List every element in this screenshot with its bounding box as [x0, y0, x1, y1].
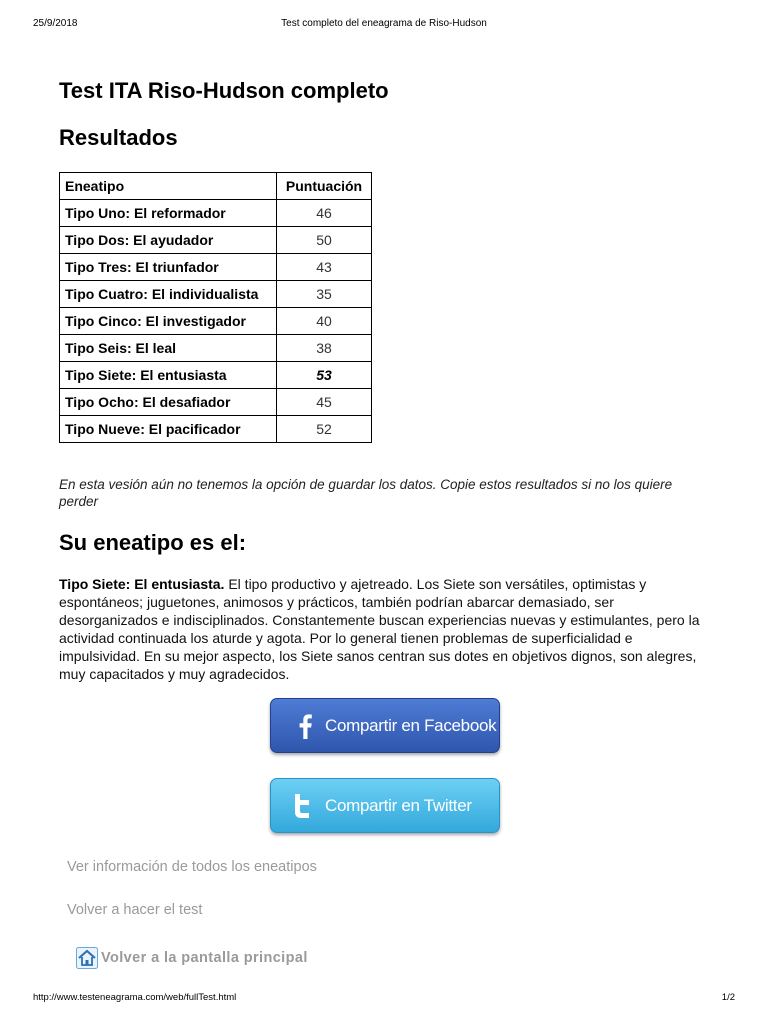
- score-cell: 40: [277, 308, 372, 335]
- all-types-info-link[interactable]: Ver información de todos los eneatipos: [67, 859, 317, 875]
- column-header-eneatipo: Eneatipo: [60, 173, 277, 200]
- home-icon: [76, 947, 98, 969]
- table-row: [60, 281, 372, 308]
- share-twitter-button[interactable]: [270, 778, 500, 833]
- type-cell: Tipo Siete: El entusiasta: [60, 362, 277, 389]
- score-cell: 52: [277, 416, 372, 443]
- table-row: [60, 308, 372, 335]
- share-facebook-label: Compartir en Facebook: [325, 715, 497, 735]
- score-cell: 43: [277, 254, 372, 281]
- type-cell: Tipo Uno: El reformador: [60, 200, 277, 227]
- type-cell: Tipo Dos: El ayudador: [60, 227, 277, 254]
- print-title: Test completo del eneagrama de Riso-Hudson: [281, 18, 487, 29]
- print-footer: [33, 992, 735, 1006]
- score-cell: 46: [277, 200, 372, 227]
- score-cell: 45: [277, 389, 372, 416]
- print-url: http://www.testeneagrama.com/web/fullTest.html: [33, 992, 237, 1003]
- type-cell: Tipo Ocho: El desafiador: [60, 389, 277, 416]
- type-cell: Tipo Cuatro: El individualista: [60, 281, 277, 308]
- home-link-label: Volver a la pantalla principal: [101, 950, 308, 966]
- type-cell: Tipo Nueve: El pacificador: [60, 416, 277, 443]
- type-cell: Tipo Seis: El leal: [60, 335, 277, 362]
- page-title: Test ITA Riso-Hudson completo: [59, 78, 389, 103]
- print-date: 25/9/2018: [33, 18, 78, 29]
- result-description: [59, 575, 709, 683]
- print-page-number: 1/2: [721, 992, 735, 1003]
- top-score-cell: 53: [277, 362, 372, 389]
- score-cell: 50: [277, 227, 372, 254]
- results-heading: Resultados: [59, 125, 178, 150]
- type-cell: Tipo Cinco: El investigador: [60, 308, 277, 335]
- table-row: [60, 389, 372, 416]
- result-type-text: El tipo productivo y ajetreado. Los Siete son versátiles, optimistas y espontáneos; juguetones, animosos y prácticos, también podrían abarcar demasiado, ser desorganizados e indisciplinados. Constantemente buscan experiencias nuevas y estimulantes, pero la actividad continuada los aturde y agota. Por lo general tienen problemas de superficialidad e impulsividad. En su mejor aspecto, los Siete sanos centran sus dotes en objetivos dignos, son alegres, muy capacitados y muy agradecidos.: [59, 576, 700, 682]
- score-cell: 35: [277, 281, 372, 308]
- result-type-title: Tipo Siete: El entusiasta.: [59, 576, 225, 592]
- share-facebook-button[interactable]: [270, 698, 500, 753]
- table-header-row: [60, 173, 372, 200]
- result-heading: Su eneatipo es el:: [59, 530, 247, 555]
- save-warning-note: En esta vesión aún no tenemos la opción de guardar los datos. Copie estos resultados si no los quiere perder: [59, 477, 673, 509]
- table-row: [60, 335, 372, 362]
- table-row: [60, 227, 372, 254]
- home-link[interactable]: [76, 947, 308, 969]
- table-row: [60, 416, 372, 443]
- results-table: [59, 172, 372, 443]
- print-header: [33, 18, 735, 32]
- table-row: [60, 200, 372, 227]
- twitter-icon: [271, 779, 313, 832]
- facebook-icon: [271, 699, 313, 752]
- score-cell: 38: [277, 335, 372, 362]
- share-twitter-label: Compartir en Twitter: [325, 795, 472, 815]
- table-row: [60, 362, 372, 389]
- type-cell: Tipo Tres: El triunfador: [60, 254, 277, 281]
- column-header-puntuacion: Puntuación: [277, 173, 372, 200]
- table-row: [60, 254, 372, 281]
- retake-test-link[interactable]: Volver a hacer el test: [67, 902, 203, 918]
